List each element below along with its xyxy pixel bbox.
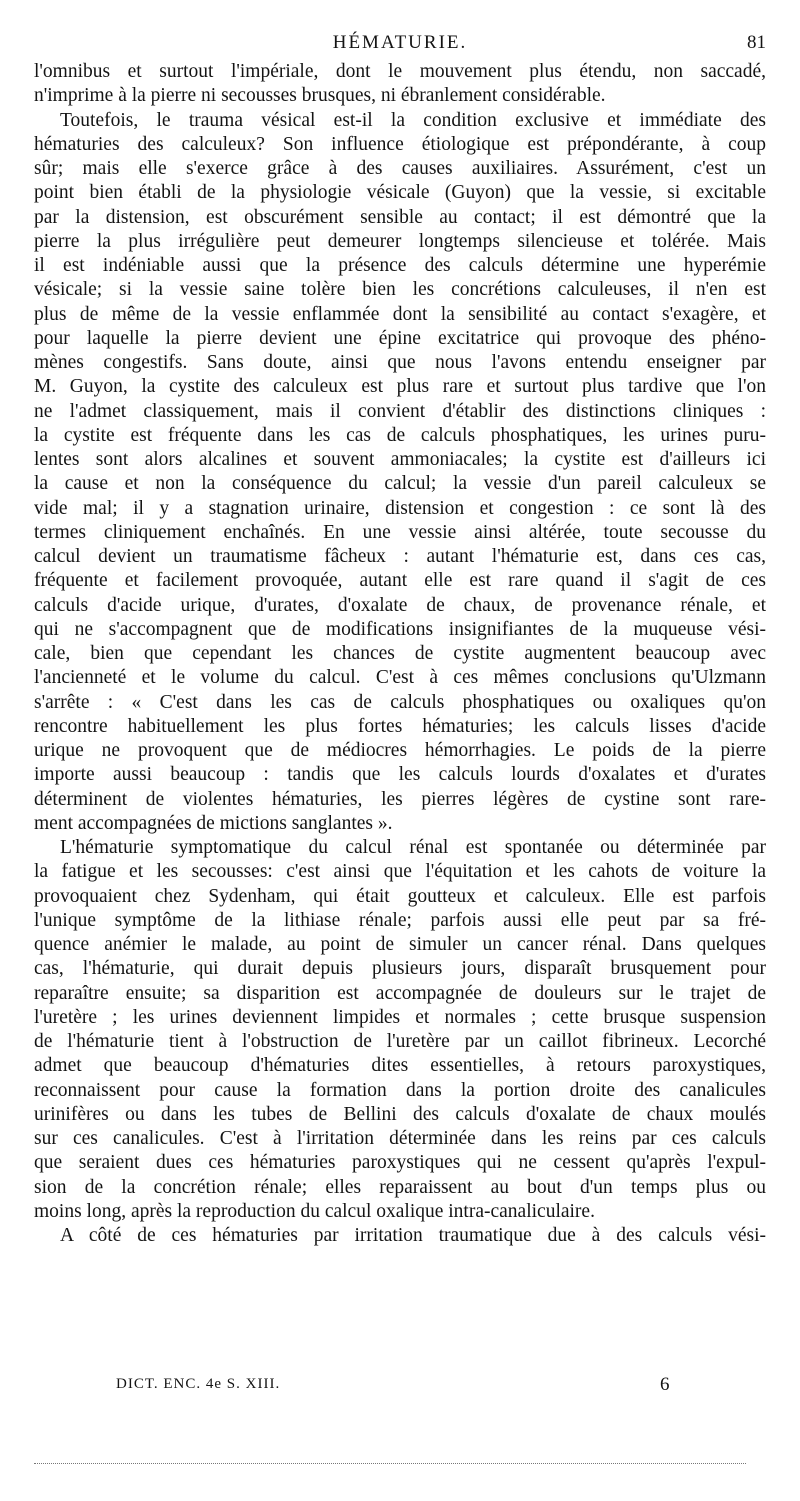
text-line: vésicale; si la vessie saine tolère bien les concrétions calculeuses, il n'en est [34,279,766,301]
text-line: la cystite est fréquente dans les cas de calculs phosphatiques, les urines puru- [34,424,766,446]
running-head [34,30,766,58]
text-line: hématuries des calculeux? Son influence étiologique est prépondérante, à coup [34,133,766,155]
text-line: l'unique symptôme de la lithiase rénale; parfois aussi elle peut par sa fré- [34,909,766,931]
text-line: qui ne s'accompagnent que de modifications insignifiantes de la muqueuse vési- [34,618,766,640]
text-line: quence anémier le malade, au point de simuler un cancer rénal. Dans quelques [34,934,766,955]
text-line: point bien établi de la physiologie vésicale (Guyon) que la vessie, si excitable [34,182,766,204]
bottom-dotted-rule [34,1463,746,1464]
running-title: HÉMATURIE. [332,32,468,53]
text-line: reconnaissent pour cause la formation dans la portion droite des canalicules [34,1079,766,1101]
text-line: sûr; mais elle s'exerce grâce à des causes auxiliaires. Assurément, c'est un [34,158,766,179]
text-line: Toutefois, le trauma vésical est-il la condition exclusive et immédiate des [60,109,766,131]
text-line: urinifères ou dans les tubes de Bellini des calculs d'oxalate de chaux moulés [34,1103,766,1125]
text-line: par la distension, est obscurément sensible au contact; il est démontré que la [34,206,766,228]
text-line: vide mal; il y a stagnation urinaire, distension et congestion : ce sont là des [34,497,766,519]
text-line: l'uretère ; les urines deviennent limpides et normales ; cette brusque suspension [34,1006,766,1028]
text-line: cas, l'hématurie, qui durait depuis plusieurs jours, disparaît brusquement pour [34,958,766,980]
text-line: urique ne provoquent que de médiocres hémorrhagies. Le poids de la pierre [34,740,766,761]
body-text [34,60,766,1248]
text-line: de l'hématurie tient à l'obstruction de l'uretère par un caillot fibrineux. Lecorché [34,1031,766,1052]
text-line: pierre la plus irrégulière peut demeurer longtemps silencieuse et tolérée. Mais [34,230,766,252]
text-line: s'arrête : « C'est dans les cas de calculs phosphatiques ou oxaliques qu'on [34,691,766,713]
text-line: L'hématurie symptomatique du calcul rénal est spontanée ou déterminée par [60,837,766,858]
text-line: A côté de ces hématuries par irritation traumatique due à des calculs vési- [60,1225,766,1246]
sheet-number: 6 [660,1374,670,1395]
text-line: lentes sont alors alcalines et souvent ammoniacales; la cystite est d'ailleurs ici [34,449,766,470]
text-line: importe aussi beaucoup : tandis que les calculs lourds d'oxalates et d'urates [34,764,766,786]
text-line: que seraient dues ces hématuries paroxystiques qui ne cessent qu'après l'expul- [34,1152,766,1174]
text-line: ment accompagnées de mictions sanglantes ». [34,812,393,834]
text-line: rencontre habituellement les plus fortes hématuries; les calculs lisses d'acide [34,715,766,737]
text-line: cale, bien que cependant les chances de cystite augmentent beaucoup avec [34,643,766,664]
text-line: M. Guyon, la cystite des calculeux est plus rare et surtout plus tardive que l'on [34,376,766,398]
text-line: sur ces canalicules. C'est à l'irritation déterminée dans les reins par ces calculs [34,1128,766,1149]
text-line: sion de la concrétion rénale; elles reparaissent au bout d'un temps plus ou [34,1176,766,1198]
text-line: n'imprime à la pierre ni secousses brusques, ni ébranlement considérable. [34,85,606,107]
text-line: calculs d'acide urique, d'urates, d'oxalate de chaux, de provenance rénale, et [34,594,766,616]
text-line: mènes congestifs. Sans doute, ainsi que nous l'avons entendu enseigner par [34,352,766,373]
printer-signature: DICT. ENC. 4e S. XIII. [116,1376,281,1392]
text-line: la cause et non la conséquence du calcul; la vessie d'un pareil calculeux se [34,473,766,495]
text-line: reparaître ensuite; sa disparition est accompagnée de douleurs sur le trajet de [34,982,766,1004]
text-line: l'ancienneté et le volume du calcul. C'est à ces mêmes conclusions qu'Ulzmann [34,667,766,689]
text-line: pour laquelle la pierre devient une épine excitatrice qui provoque des phéno- [34,327,766,349]
page-number: 81 [747,32,766,53]
text-line: calcul devient un traumatisme fâcheux : autant l'hématurie est, dans ces cas, [34,546,766,567]
text-line: déterminent de violentes hématuries, les pierres légères de cystine sont rare- [34,788,766,810]
text-line: ne l'admet classiquement, mais il convient d'établir des distinctions cliniques : [34,400,766,422]
text-line: fréquente et facilement provoquée, autant elle est rare quand il s'agit de ces [34,570,766,592]
text-line: plus de même de la vessie enflammée dont la sensibilité au contact s'exagère, et [34,303,766,325]
text-line: provoquaient chez Sydenham, qui était goutteux et calculeux. Elle est parfois [34,885,766,907]
text-line: l'omnibus et surtout l'impériale, dont le mouvement plus étendu, non saccadé, [34,61,766,82]
text-line: termes cliniquement enchaînés. En une vessie ainsi altérée, toute secousse du [34,521,766,543]
page-footer [34,1374,766,1402]
text-line: il est indéniable aussi que la présence des calculs détermine une hyperémie [34,255,766,276]
text-line: moins long, après la reproduction du calcul oxalique intra-canaliculaire. [34,1200,595,1222]
text-line: admet que beaucoup d'hématuries dites essentielles, à retours paroxystiques, [34,1055,766,1077]
text-line: la fatigue et les secousses: c'est ainsi que l'équitation et les cahots de voiture la [34,861,766,883]
